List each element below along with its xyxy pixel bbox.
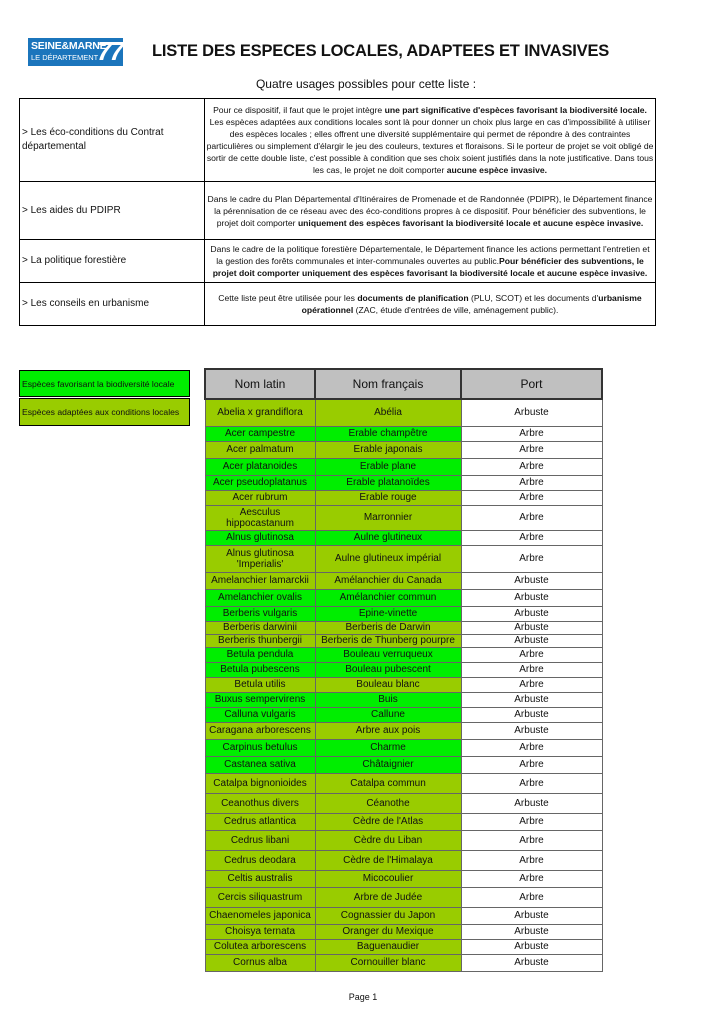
usage-row	[20, 240, 656, 283]
species-row	[205, 475, 602, 490]
port-cell: Arbre	[461, 677, 602, 692]
french-name-cell: Erable plane	[315, 458, 461, 475]
latin-name-cell: Amelanchier lamarckii	[205, 572, 315, 589]
species-row	[205, 756, 602, 773]
french-name-cell: Berberis de Thunberg pourpre	[315, 634, 461, 647]
logo-line1: SEINE&MARNE	[31, 40, 107, 52]
latin-name-cell: Berberis thunbergii	[205, 634, 315, 647]
logo-number: 77	[97, 36, 122, 66]
species-row	[205, 830, 602, 850]
french-name-cell: Berberis de Darwin	[315, 621, 461, 634]
port-cell: Arbre	[461, 870, 602, 887]
department-logo	[28, 38, 123, 66]
french-name-cell: Erable rouge	[315, 490, 461, 505]
latin-name-cell: Acer campestre	[205, 426, 315, 441]
latin-name-cell: Acer pseudoplatanus	[205, 475, 315, 490]
port-cell: Arbuste	[461, 634, 602, 647]
latin-name-cell: Alnus glutinosa	[205, 530, 315, 545]
latin-name-cell: Acer rubrum	[205, 490, 315, 505]
usage-description: Dans le cadre de la politique forestière Départementale, le Département finance les actions permettant l'entretien et la gestion des forêts communales et inter-communales ouvertes au public.Pour bénéficier des subventions, le projet doit comporter uniquement des espèces favorisant la biodiversité locale et aucune espèce invasive.	[205, 240, 656, 283]
latin-name-cell: Choisya ternata	[205, 924, 315, 939]
usage-label: > Les conseils en urbanisme	[20, 283, 205, 326]
latin-name-cell: Castanea sativa	[205, 756, 315, 773]
species-row	[205, 722, 602, 739]
usage-label: > Les éco-conditions du Contrat départemental	[20, 99, 205, 182]
species-row	[205, 606, 602, 621]
french-name-cell: Catalpa commun	[315, 773, 461, 793]
french-name-cell: Charme	[315, 739, 461, 756]
page-number: Page 1	[348, 992, 378, 1002]
french-name-cell: Epine-vinette	[315, 606, 461, 621]
latin-name-cell: Acer platanoides	[205, 458, 315, 475]
french-name-cell: Oranger du Mexique	[315, 924, 461, 939]
port-cell: Arbuste	[461, 924, 602, 939]
port-cell: Arbre	[461, 850, 602, 870]
french-name-cell: Bouleau verruqueux	[315, 647, 461, 662]
port-cell: Arbre	[461, 426, 602, 441]
latin-name-cell: Cedrus atlantica	[205, 813, 315, 830]
port-cell: Arbre	[461, 475, 602, 490]
latin-name-cell: Buxus sempervirens	[205, 692, 315, 707]
french-name-cell: Erable platanoïdes	[315, 475, 461, 490]
french-name-cell: Micocoulier	[315, 870, 461, 887]
french-name-cell: Arbre de Judée	[315, 887, 461, 907]
page-title: LISTE DES ESPECES LOCALES, ADAPTEES ET INVASIVES	[152, 42, 610, 60]
latin-name-cell: Betula utilis	[205, 677, 315, 692]
species-row	[205, 634, 602, 647]
species-row	[205, 545, 602, 572]
species-row	[205, 505, 602, 530]
species-row	[205, 954, 602, 971]
french-name-cell: Bouleau blanc	[315, 677, 461, 692]
usage-row	[20, 182, 656, 240]
species-row	[205, 621, 602, 634]
usage-label: > Les aides du PDIPR	[20, 182, 205, 240]
latin-name-cell: Alnus glutinosa 'Imperialis'	[205, 545, 315, 572]
port-cell: Arbuste	[461, 606, 602, 621]
french-name-cell: Abélia	[315, 399, 461, 426]
usage-description: Pour ce dispositif, il faut que le projet intègre une part significative d'espèces favorisant la biodiversité locale. Les espèces adaptées aux conditions locales sont là pour donner un choix plus large en cas d'impossibilité à utiliser des espèces locales ; elles offrent une diversité supplémentaire qui permet de répondre à des contraintes particulières ou simplement d'élargir le jeu des couleurs, textures et floraisons. Si le porteur de projet se voit obligé de sortir de cette double liste, c'est possible à condition que ses choix soient justifiés dans la note justificative. Dans tous les cas, le projet ne doit comporter aucune espèce invasive.	[205, 99, 656, 182]
port-cell: Arbre	[461, 887, 602, 907]
french-name-cell: Aulne glutineux impérial	[315, 545, 461, 572]
port-cell: Arbre	[461, 545, 602, 572]
port-cell: Arbuste	[461, 793, 602, 813]
port-cell: Arbuste	[461, 399, 602, 426]
species-row	[205, 662, 602, 677]
latin-name-cell: Acer palmatum	[205, 441, 315, 458]
usage-row	[20, 283, 656, 326]
header-port: Port	[461, 369, 602, 399]
species-row	[205, 458, 602, 475]
french-name-cell: Amélanchier commun	[315, 589, 461, 606]
usage-table	[19, 98, 656, 326]
header-latin-name: Nom latin	[205, 369, 315, 399]
species-row	[205, 647, 602, 662]
french-name-cell: Cognassier du Japon	[315, 907, 461, 924]
species-row	[205, 677, 602, 692]
species-row	[205, 707, 602, 722]
port-cell: Arbre	[461, 739, 602, 756]
french-name-cell: Cèdre du Liban	[315, 830, 461, 850]
port-cell: Arbuste	[461, 939, 602, 954]
usage-row	[20, 99, 656, 182]
port-cell: Arbuste	[461, 572, 602, 589]
latin-name-cell: Ceanothus divers	[205, 793, 315, 813]
french-name-cell: Châtaignier	[315, 756, 461, 773]
species-row	[205, 773, 602, 793]
latin-name-cell: Berberis darwinii	[205, 621, 315, 634]
latin-name-cell: Berberis vulgaris	[205, 606, 315, 621]
french-name-cell: Marronnier	[315, 505, 461, 530]
latin-name-cell: Celtis australis	[205, 870, 315, 887]
french-name-cell: Cornouiller blanc	[315, 954, 461, 971]
port-cell: Arbuste	[461, 907, 602, 924]
latin-name-cell: Carpinus betulus	[205, 739, 315, 756]
port-cell: Arbre	[461, 813, 602, 830]
port-cell: Arbre	[461, 647, 602, 662]
header-french-name: Nom français	[315, 369, 461, 399]
species-row	[205, 426, 602, 441]
latin-name-cell: Amelanchier ovalis	[205, 589, 315, 606]
latin-name-cell: Chaenomeles japonica	[205, 907, 315, 924]
port-cell: Arbre	[461, 458, 602, 475]
port-cell: Arbre	[461, 830, 602, 850]
species-row	[205, 692, 602, 707]
species-row	[205, 572, 602, 589]
port-cell: Arbre	[461, 490, 602, 505]
logo-line2: LE DÉPARTEMENT	[31, 53, 99, 62]
port-cell: Arbre	[461, 530, 602, 545]
port-cell: Arbre	[461, 773, 602, 793]
species-row	[205, 939, 602, 954]
species-row	[205, 589, 602, 606]
latin-name-cell: Cercis siliquastrum	[205, 887, 315, 907]
species-row	[205, 530, 602, 545]
species-row	[205, 793, 602, 813]
port-cell: Arbuste	[461, 954, 602, 971]
latin-name-cell: Caragana arborescens	[205, 722, 315, 739]
species-row	[205, 490, 602, 505]
french-name-cell: Cèdre de l'Atlas	[315, 813, 461, 830]
species-header-row	[205, 369, 602, 399]
french-name-cell: Erable japonais	[315, 441, 461, 458]
species-row	[205, 850, 602, 870]
species-row	[205, 907, 602, 924]
french-name-cell: Cèdre de l'Himalaya	[315, 850, 461, 870]
port-cell: Arbre	[461, 662, 602, 677]
port-cell: Arbre	[461, 441, 602, 458]
latin-name-cell: Betula pubescens	[205, 662, 315, 677]
latin-name-cell: Catalpa bignonioides	[205, 773, 315, 793]
species-row	[205, 399, 602, 426]
legend-adapted: Espèces adaptées aux conditions locales	[19, 398, 190, 426]
port-cell: Arbuste	[461, 722, 602, 739]
french-name-cell: Aulne glutineux	[315, 530, 461, 545]
french-name-cell: Baguenaudier	[315, 939, 461, 954]
port-cell: Arbuste	[461, 589, 602, 606]
port-cell: Arbuste	[461, 692, 602, 707]
port-cell: Arbuste	[461, 707, 602, 722]
french-name-cell: Callune	[315, 707, 461, 722]
port-cell: Arbre	[461, 505, 602, 530]
usage-description: Dans le cadre du Plan Départemental d'Itinéraires de Promenade et de Randonnée (PDIPR), le Département finance la pérennisation de ce réseau avec des éco-conditions propres à ce dispositif. Pour bénéficier des subventions, le projet doit comporter uniquement des espèces favorisant la biodiversité locale et aucune espèce invasive.	[205, 182, 656, 240]
latin-name-cell: Aesculus hippocastanum	[205, 505, 315, 530]
port-cell: Arbuste	[461, 621, 602, 634]
latin-name-cell: Cedrus deodara	[205, 850, 315, 870]
species-row	[205, 887, 602, 907]
species-table	[204, 368, 603, 972]
french-name-cell: Buis	[315, 692, 461, 707]
french-name-cell: Amélanchier du Canada	[315, 572, 461, 589]
latin-name-cell: Betula pendula	[205, 647, 315, 662]
legend-favorable: Espèces favorisant la biodiversité locale	[19, 370, 190, 397]
latin-name-cell: Colutea arborescens	[205, 939, 315, 954]
species-row	[205, 924, 602, 939]
usage-label: > La politique forestière	[20, 240, 205, 283]
french-name-cell: Erable champêtre	[315, 426, 461, 441]
french-name-cell: Bouleau pubescent	[315, 662, 461, 677]
usage-description: Cette liste peut être utilisée pour les documents de planification (PLU, SCOT) et les documents d'urbanisme opérationnel (ZAC, étude d'entrées de ville, aménagement public).	[205, 283, 656, 326]
latin-name-cell: Calluna vulgaris	[205, 707, 315, 722]
species-row	[205, 441, 602, 458]
page-subtitle: Quatre usages possibles pour cette liste :	[255, 77, 477, 91]
latin-name-cell: Cedrus libani	[205, 830, 315, 850]
port-cell: Arbre	[461, 756, 602, 773]
french-name-cell: Arbre aux pois	[315, 722, 461, 739]
species-row	[205, 870, 602, 887]
latin-name-cell: Cornus alba	[205, 954, 315, 971]
french-name-cell: Céanothe	[315, 793, 461, 813]
species-row	[205, 739, 602, 756]
latin-name-cell: Abelia x grandiflora	[205, 399, 315, 426]
species-row	[205, 813, 602, 830]
